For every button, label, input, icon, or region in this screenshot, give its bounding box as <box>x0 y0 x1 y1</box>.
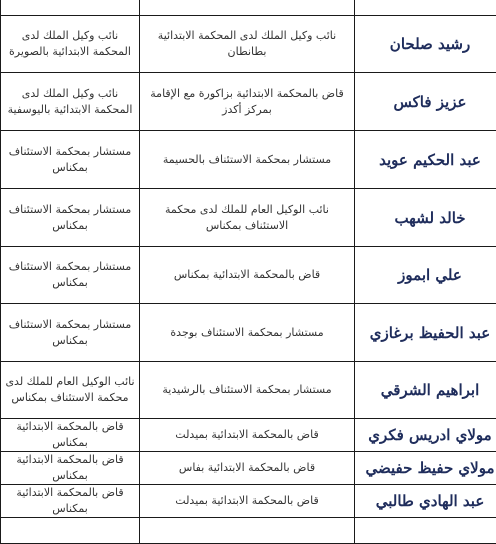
judge-name-cell <box>355 73 496 131</box>
current-post-cell <box>140 189 355 247</box>
new-post-text: مستشار بمحكمة الاستئناف بمكناس <box>5 202 135 234</box>
judge-name-text: عبد الحفيظ برغازي <box>370 324 490 342</box>
current-post-cell <box>140 0 355 16</box>
judge-name-text: خالد لشهب <box>394 209 465 227</box>
table-row <box>1 0 496 16</box>
current-post-text: قاض بالمحكمة الابتدائية بمكناس <box>144 267 350 283</box>
new-post-cell <box>1 131 140 189</box>
new-post-cell <box>1 304 140 362</box>
new-post-cell <box>1 73 140 131</box>
judge-name-text: عبد الحكيم عويد <box>379 151 481 169</box>
current-post-cell <box>140 304 355 362</box>
new-post-text: مستشار بمحكمة الاستئناف بمكناس <box>5 144 135 176</box>
table-row <box>1 16 496 73</box>
judge-name-cell <box>355 131 496 189</box>
table-row <box>1 362 496 419</box>
new-post-text: قاض بالمحكمة الابتدائية بمكناس <box>5 452 135 484</box>
new-post-cell <box>1 451 140 484</box>
current-post-cell <box>140 131 355 189</box>
current-post-cell <box>140 247 355 304</box>
new-post-text: نائب الوكيل العام للملك لدى محكمة الاستئناف بمكناس <box>5 374 135 406</box>
current-post-cell <box>140 484 355 517</box>
new-post-text: مستشار بمحكمة الاستئناف بمكناس <box>5 259 135 291</box>
judge-name-cell <box>355 484 496 517</box>
judge-name-text: مولاي ادريس فكري <box>368 426 491 444</box>
current-post-text: قاض بالمحكمة الابتدائية بفاس <box>144 460 350 476</box>
current-post-cell <box>140 451 355 484</box>
current-post-cell <box>140 362 355 419</box>
current-post-text: مستشار بمحكمة الاستئناف بالحسيمة <box>144 152 350 168</box>
judge-name-text: عبد الهادي طالبي <box>376 492 485 510</box>
current-post-text: قاض بالمحكمة الابتدائية بميدلت <box>144 427 350 443</box>
new-post-cell <box>1 362 140 419</box>
judge-name-text: ابراهيم الشرقي <box>381 381 480 399</box>
judge-name-cell <box>355 189 496 247</box>
judge-name-text: علي ابموز <box>398 266 462 284</box>
judge-name-cell <box>355 0 496 16</box>
table-body <box>1 0 496 543</box>
judge-name-text: عزيز فاكس <box>394 93 467 111</box>
table-row <box>1 131 496 189</box>
current-post-cell <box>140 419 355 452</box>
table-row <box>1 73 496 131</box>
judge-name-cell <box>355 304 496 362</box>
new-post-text: قاض بالمحكمة الابتدائية بمكناس <box>5 485 135 517</box>
judge-name-cell <box>355 362 496 419</box>
table-row <box>1 247 496 304</box>
current-post-cell <box>140 73 355 131</box>
judge-name-cell <box>355 16 496 73</box>
current-post-text: نائب وكيل الملك لدى المحكمة الابتدائية بطانطان <box>144 28 350 60</box>
table-row <box>1 517 496 543</box>
table-row <box>1 189 496 247</box>
new-post-text: قاض بالمحكمة الابتدائية بمكناس <box>5 419 135 451</box>
new-post-text: نائب وكيل الملك لدى المحكمة الابتدائية باليوسفية <box>5 86 135 118</box>
new-post-cell <box>1 16 140 73</box>
current-post-cell <box>140 16 355 73</box>
table-row <box>1 304 496 362</box>
current-post-cell <box>140 517 355 543</box>
new-post-text: نائب وكيل الملك لدى المحكمة الابتدائية بالصويرة <box>5 28 135 60</box>
judge-name-cell <box>355 517 496 543</box>
new-post-cell <box>1 419 140 452</box>
new-post-cell <box>1 0 140 16</box>
current-post-text: نائب الوكيل العام للملك لدى محكمة الاستئناف بمكناس <box>144 202 350 234</box>
table-row <box>1 419 496 452</box>
current-post-text: مستشار بمحكمة الاستئناف بوجدة <box>144 325 350 341</box>
new-post-text: مستشار بمحكمة الاستئناف بمكناس <box>5 317 135 349</box>
current-post-text: قاض بالمحكمة الابتدائية بميدلت <box>144 493 350 509</box>
judge-name-cell <box>355 451 496 484</box>
new-post-cell <box>1 247 140 304</box>
current-post-text: مستشار بمحكمة الاستئناف بالرشيدية <box>144 382 350 398</box>
judge-name-text: مولاي حفيظ حفيضي <box>365 459 494 477</box>
judge-name-cell <box>355 419 496 452</box>
new-post-cell <box>1 517 140 543</box>
table-row <box>1 451 496 484</box>
judge-name-cell <box>355 247 496 304</box>
new-post-cell <box>1 484 140 517</box>
current-post-text: قاض بالمحكمة الابتدائية بزاكورة مع الإقامة بمركز أكدز <box>144 86 350 118</box>
new-post-cell <box>1 189 140 247</box>
judge-name-text: رشيد صلحان <box>390 35 470 53</box>
table-row <box>1 484 496 517</box>
